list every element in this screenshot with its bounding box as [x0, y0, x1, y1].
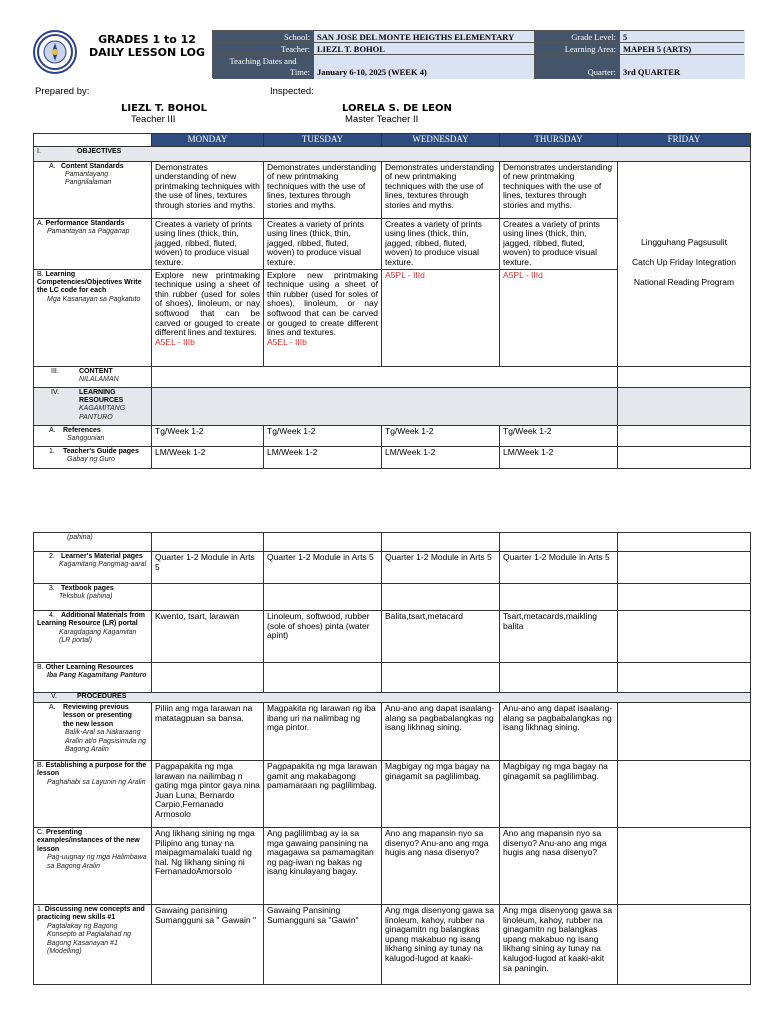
row-label: CONTENT — [79, 367, 113, 375]
procedures-row — [34, 693, 751, 703]
row-number: C. — [37, 829, 44, 836]
objectives-row — [34, 146, 751, 161]
performance-standards-monday: Creates a variety of prints using lines (thick, thin, jagged, ribbed, fluted, woven) to produce visual texture. — [152, 218, 264, 269]
content-friday — [618, 366, 751, 387]
additional-materials-monday: Kwento, tsart, larawan — [152, 611, 264, 663]
learners-material-monday: Quarter 1-2 Module in Arts 5 — [152, 552, 264, 584]
row-number: 3. — [49, 585, 55, 592]
row-number: III. — [51, 367, 59, 375]
textbook-label — [34, 584, 152, 611]
row-sublabel: NILALAMAN — [79, 375, 119, 383]
content-standards-wednesday: Demonstrates understanding of new printmaking techniques with the use of lines, textures through stories and myths. — [382, 161, 500, 218]
friday-activities-cell — [618, 161, 751, 366]
references-tuesday: Tg/Week 1-2 — [264, 425, 382, 446]
title-line-1: GRADES 1 to 12 — [98, 33, 196, 46]
competencies-thursday — [500, 269, 618, 366]
additional-materials-tuesday: Linoleum, softwood, rubber (sole of shoes) pinta (water apint) — [264, 611, 382, 663]
row-number: IV. — [51, 388, 59, 396]
row-number: A. — [49, 162, 56, 170]
discussing-monday: Gawaing pansining Sumangguni sa " Gawain " — [152, 905, 264, 985]
dates-value: January 6-10, 2025 (WEEK 4) — [313, 55, 534, 79]
row-number: A. — [49, 426, 56, 434]
discussing-row — [34, 905, 751, 985]
dates-label-line2: Time: — [289, 67, 310, 77]
grade-level-value: 5 — [619, 31, 745, 42]
row-number: B. — [37, 664, 44, 671]
additional-materials-wednesday: Balita,tsart,metacard — [382, 611, 500, 663]
row-number: V. — [51, 693, 57, 700]
performance-standards-tuesday: Creates a variety of prints using lines (thick, thin, jagged, ribbed, fluted, woven) to produce visual texture. — [264, 218, 382, 269]
row-number: B. — [37, 762, 44, 769]
references-wednesday: Tg/Week 1-2 — [382, 425, 500, 446]
textbook-tuesday — [264, 584, 382, 611]
dates-row — [213, 55, 743, 79]
friday-item-2: Catch Up Friday Integration — [632, 256, 736, 267]
presenting-row — [34, 828, 751, 905]
performance-standards-label — [34, 218, 152, 269]
pahina-tuesday — [264, 533, 382, 552]
learning-resources-value — [152, 387, 618, 425]
row-label: PROCEDURES — [77, 693, 127, 700]
additional-materials-thursday: Tsart,metacards,maikling balita — [500, 611, 618, 663]
friday-item-3: National Reading Program — [633, 276, 735, 287]
competencies-monday — [152, 269, 264, 366]
textbook-row — [34, 584, 751, 611]
purpose-thursday: Magbigay ng mga bagay na ginagamit sa paglilimbag. — [500, 761, 618, 828]
quarter-label: Quarter: — [534, 55, 619, 79]
lc-code: A5EL - IIIb — [155, 336, 195, 347]
teachers-guide-wednesday: LM/Week 1-2 — [382, 446, 500, 468]
reviewing-label — [34, 703, 152, 761]
reviewing-friday — [618, 703, 751, 761]
teachers-guide-friday — [618, 446, 751, 468]
presenting-friday — [618, 828, 751, 905]
pahina-wednesday — [382, 533, 500, 552]
row-sublabel: Kagamitang Pangmag-aaral — [59, 561, 147, 569]
lesson-log-table-page-1 — [33, 133, 751, 469]
title-line-2: DAILY LESSON LOG — [88, 46, 206, 59]
row-number: B. — [37, 270, 44, 278]
teacher-value: LIEZL T. BOHOL — [313, 43, 534, 54]
row-label: Content Standards — [61, 162, 124, 170]
references-thursday: Tg/Week 1-2 — [500, 425, 618, 446]
purpose-tuesday: Pagpapakita ng mga larawan gamit ang makabagong pamamaraan ng paglilimbag. — [264, 761, 382, 828]
content-standards-label — [34, 161, 152, 218]
row-label: LEARNING RESOURCES — [79, 388, 124, 404]
teachers-guide-label — [34, 446, 152, 468]
textbook-monday — [152, 584, 264, 611]
competency-text: Explore new printmaking technique using a sheet of thin rubber (used for soles of shoes), linoleum, or nay softwood that can be carved or gouged to create different lines and textures. — [155, 269, 260, 338]
competency-text: Explore new printmaking technique using a sheet of thin rubber (used for soles of shoes), linoleum, or nay softwood that can be carved or gouged to create different lines and textures. — [267, 269, 378, 338]
presenting-wednesday: Ano ang mapansin nyo sa disenyo? Anu-ano ang mga hugis ang nasa disenyo? — [382, 828, 500, 905]
learners-material-row — [34, 552, 751, 584]
row-sublabel: Pag-uugnay ng mga Halimbawa sa Bagong Aralin — [47, 854, 147, 870]
row-number: A. — [49, 704, 56, 711]
pahina-monday — [152, 533, 264, 552]
performance-standards-wednesday: Creates a variety of prints using lines (thick, thin, jagged, ribbed, fluted, woven) to produce visual texture. — [382, 218, 500, 269]
teachers-guide-tuesday: LM/Week 1-2 — [264, 446, 382, 468]
row-number: I. — [37, 147, 41, 155]
content-standards-tuesday: Demonstrates understanding of new printmaking techniques with the use of lines, textures through stories and myths. — [264, 161, 382, 218]
presenting-tuesday: Ang paglilimbag ay ia sa mga gawaing pansining na magagawa sa pamamagitan ng pag-iwan ng bakas ng isang kinulayang bagay. — [264, 828, 382, 905]
teachers-guide-thursday: LM/Week 1-2 — [500, 446, 618, 468]
row-sublabel: Mga Kasanayan sa Pagkatuto — [47, 295, 141, 303]
objectives-label — [34, 146, 751, 161]
blank-header-cell — [34, 134, 152, 147]
purpose-row — [34, 761, 751, 828]
presenting-thursday: Ano ang mapansin nyo sa disenyo? Anu-ano ang mga hugis ang nasa disenyo? — [500, 828, 618, 905]
discussing-wednesday: Ang mga disenyong gawa sa linoleum, kahoy, rubber na ginagamitn ng balangkas upang makabuo ng isang likhang sining ay tunay na kalugod-lugod at kaaki- — [382, 905, 500, 985]
competencies-wednesday — [382, 269, 500, 366]
school-value: SAN JOSE DEL MONTE HEIGTHS ELEMENTARY — [313, 31, 534, 42]
dates-label — [213, 55, 313, 79]
purpose-label — [34, 761, 152, 828]
prepared-by-label: Prepared by: — [35, 86, 90, 97]
header-info-grid — [212, 30, 744, 78]
other-resources-monday — [152, 663, 264, 693]
learning-resources-label — [34, 387, 152, 425]
pahina-thursday — [500, 533, 618, 552]
lesson-log-table-page-2 — [33, 532, 751, 985]
reviewing-thursday: Anu-ano ang dapat isaalang-alang sa pagbabalangkas ng isang likhnag sining. — [500, 703, 618, 761]
prepared-name: LIEZL T. BOHOL — [121, 103, 207, 114]
purpose-wednesday: Magbigay ng mga bagay na ginagamit sa paglilimbag. — [382, 761, 500, 828]
row-label: Textbook pages — [61, 585, 114, 592]
discussing-tuesday: Gawaing Pansining Sumangguni sa "Gawin" — [264, 905, 382, 985]
row-label: Teacher's Guide pages — [63, 447, 139, 455]
row-label: Learning Competencies/Objectives Write the LC code for each — [37, 270, 142, 295]
row-label: Reviewing previous lesson or presenting the new lesson — [63, 704, 132, 728]
grade-level-label: Grade Level: — [534, 31, 619, 42]
row-label: References — [63, 426, 101, 434]
row-label: Other Learning Resources — [45, 664, 134, 671]
reviewing-tuesday: Magpakita ng larawan ng iba ibang uri na nalimbag ng mga pintor. — [264, 703, 382, 761]
content-row — [34, 366, 751, 387]
prepared-role: Teacher III — [131, 114, 176, 125]
learners-material-friday — [618, 552, 751, 584]
row-label: Discussing new concepts and practicing new skills #1 — [37, 906, 145, 922]
seal-icon — [35, 32, 75, 72]
row-sublabel: Pamantayang Pangnilalaman — [65, 171, 112, 187]
school-label: School: — [213, 31, 313, 42]
row-number: 1. — [37, 906, 43, 913]
row-label: Presenting examples/instances of the new lesson — [37, 829, 140, 853]
pahina-row — [34, 533, 751, 552]
competencies-tuesday — [264, 269, 382, 366]
references-row — [34, 425, 751, 446]
learners-material-label — [34, 552, 152, 584]
reviewing-wednesday: Anu-ano ang dapat isaalang-alang sa pagbabalangkas ng isang likhnag sining. — [382, 703, 500, 761]
row-sublabel: Sanggunian — [67, 434, 105, 442]
textbook-wednesday — [382, 584, 500, 611]
row-number: 4. — [49, 612, 55, 619]
dates-label-line1: Teaching Dates and — [229, 56, 297, 66]
row-label: Additional Materials from Learning Resource (LR) portal — [37, 612, 146, 628]
pahina-label — [34, 533, 152, 552]
row-sublabel: (pahina) — [67, 534, 93, 541]
teachers-guide-monday: LM/Week 1-2 — [152, 446, 264, 468]
row-sublabel: Iba Pang Kagamitang Panturo — [47, 672, 147, 680]
content-standards-thursday: Demonstrates understanding of new printmaking techniques with the use of lines, textures through stories and myths. — [500, 161, 618, 218]
teachers-guide-row — [34, 446, 751, 468]
other-resources-row — [34, 663, 751, 693]
inspected-label: Inspected: — [270, 86, 314, 97]
other-resources-tuesday — [264, 663, 382, 693]
row-sublabel: Pamantayan sa Pagganap — [47, 228, 130, 235]
additional-materials-row — [34, 611, 751, 663]
references-monday: Tg/Week 1-2 — [152, 425, 264, 446]
day-header-row — [34, 134, 751, 147]
other-resources-friday — [618, 663, 751, 693]
other-resources-label — [34, 663, 152, 693]
other-resources-wednesday — [382, 663, 500, 693]
teacher-label: Teacher: — [213, 43, 313, 54]
content-value — [152, 366, 618, 387]
row-number: A. — [37, 219, 44, 227]
learning-area-label: Learning Area: — [534, 43, 619, 54]
other-resources-thursday — [500, 663, 618, 693]
pahina-friday — [618, 533, 751, 552]
additional-materials-label — [34, 611, 152, 663]
row-sublabel: Balik-Aral sa Nakaraang Aralin at/o Pagsisimula ng Bagong Aralin — [65, 729, 146, 754]
learning-resources-row — [34, 387, 751, 425]
friday-item-1: Lingguhang Pagsusulit — [640, 236, 727, 247]
procedures-label — [34, 693, 751, 703]
day-header-monday: MONDAY — [152, 134, 264, 147]
form-title — [82, 33, 212, 59]
row-number: 1. — [49, 447, 55, 455]
quarter-value: 3rd QUARTER — [619, 55, 745, 79]
references-friday — [618, 425, 751, 446]
discussing-friday — [618, 905, 751, 985]
learners-material-wednesday: Quarter 1-2 Module in Arts 5 — [382, 552, 500, 584]
presenting-monday: Ang likhang sining ng mga Pilipino ang tunay na maipagmamalaki tuald ng hal. Ng likhang sining ni FernanadoAmorsolo — [152, 828, 264, 905]
row-sublabel: Paghahabi sa Layunin ng Aralin — [47, 778, 146, 786]
content-standards-row — [34, 161, 751, 218]
day-header-wednesday: WEDNESDAY — [382, 134, 500, 147]
school-row — [213, 31, 743, 43]
deped-seal-logo — [33, 30, 77, 74]
inspected-name: LORELA S. DE LEON — [342, 103, 452, 114]
row-number: 2. — [49, 553, 55, 560]
learning-area-value: MAPEH 5 (ARTS) — [619, 43, 745, 54]
learning-resources-friday — [618, 387, 751, 425]
row-label: Establishing a purpose for the lesson — [37, 762, 147, 778]
reviewing-monday: Piliin ang mga larawan na matatagpuan sa bansa. — [152, 703, 264, 761]
content-standards-monday: Demonstrates understanding of new printmaking techniques with the use of lines, textures through stories and myths. — [152, 161, 264, 218]
row-sublabel: KAGAMITANG PANTURO — [79, 405, 126, 421]
day-header-tuesday: TUESDAY — [264, 134, 382, 147]
references-label — [34, 425, 152, 446]
lc-code: A5PL - IIId — [503, 269, 543, 280]
day-header-thursday: THURSDAY — [500, 134, 618, 147]
textbook-friday — [618, 584, 751, 611]
row-sublabel: Karagdagang Kagamitan (LR portal) — [59, 628, 137, 645]
lc-code: A5EL - IIIb — [267, 336, 307, 347]
learners-material-tuesday: Quarter 1-2 Module in Arts 5 — [264, 552, 382, 584]
row-label: OBJECTIVES — [77, 147, 122, 155]
performance-standards-thursday: Creates a variety of prints using lines (thick, thin, jagged, ribbed, fluted, woven) to produce visual texture. — [500, 218, 618, 269]
discussing-thursday: Ang mga disenyong gawa sa linoleum, kahoy, rubber na ginagamitn ng balangkas upang makabuo ng isang likhang sining ay tunay na kalugod-lugod at kaaki-akit sa paningin. — [500, 905, 618, 985]
inspected-role: Master Teacher II — [345, 114, 419, 125]
teacher-row — [213, 43, 743, 55]
lc-code: A5PL - IIId — [385, 269, 425, 280]
discussing-label — [34, 905, 152, 985]
row-sublabel: Pagtalakay ng Bagong Konsepto at Paglalahad ng Bagong Kasanayan #1 (Modelling) — [47, 922, 132, 956]
learners-material-thursday: Quarter 1-2 Module in Arts 5 — [500, 552, 618, 584]
day-header-friday: FRIDAY — [618, 134, 751, 147]
competencies-label — [34, 269, 152, 366]
row-sublabel: Gabay ng Guro — [67, 455, 115, 463]
textbook-thursday — [500, 584, 618, 611]
additional-materials-friday — [618, 611, 751, 663]
reviewing-row — [34, 703, 751, 761]
row-label: Performance Standards — [45, 219, 125, 227]
purpose-friday — [618, 761, 751, 828]
purpose-monday: Pagpapakita ng mga larawan na nailimbag n gating mga pintor gaya nina Juan Luna, Bernardo Carpio,Fernanado Armosolo — [152, 761, 264, 828]
row-label: Learner's Material pages — [61, 553, 143, 560]
presenting-label — [34, 828, 152, 905]
row-sublabel: Teksbuk (pahina) — [59, 593, 113, 601]
content-label — [34, 366, 152, 387]
